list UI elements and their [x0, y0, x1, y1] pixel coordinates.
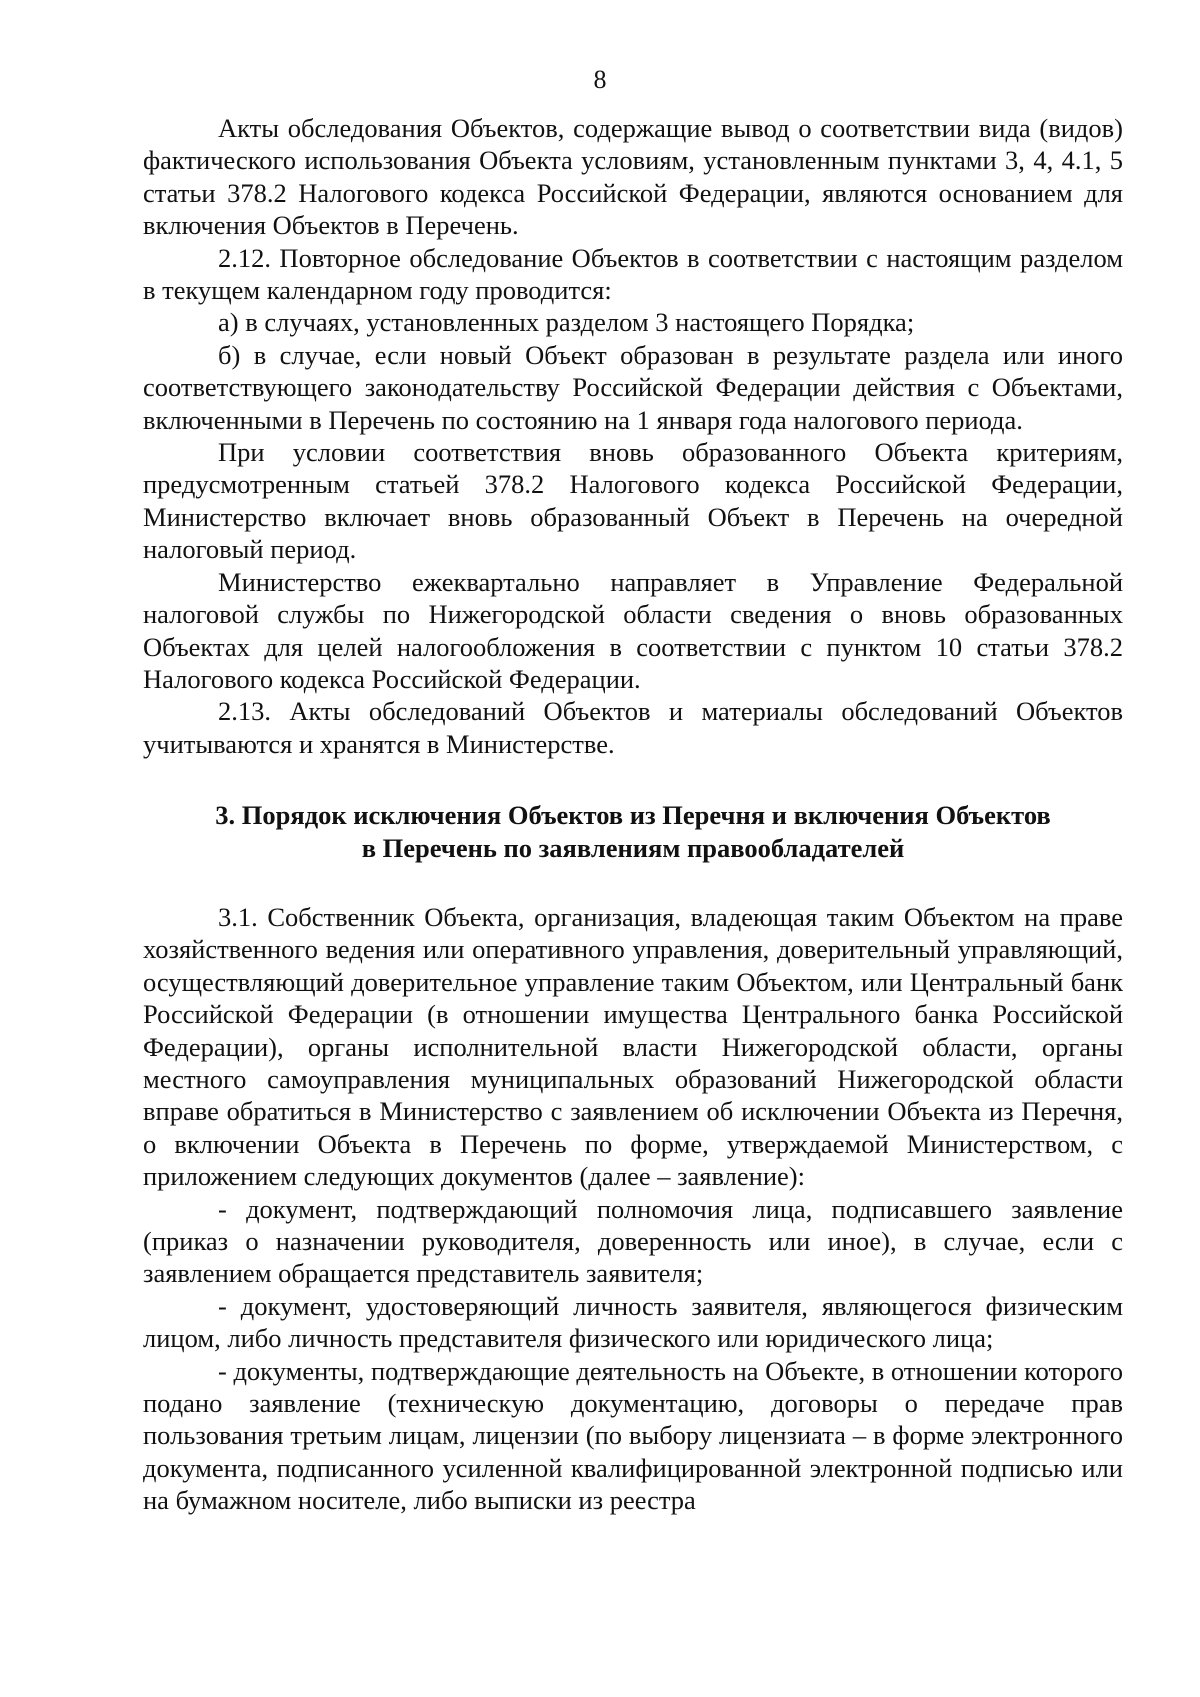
list-item-a: а) в случаях, установленных разделом 3 настоящего Порядка; — [218, 307, 915, 338]
paragraph-new-object-inclusion: При условии соответствия вновь образованного Объекта критериям, предусмотренным статьей 378.2 Налогового кодекса Российской Федерации, Министерство включает вновь образованный Объект в Перечень на очередной налоговый период. — [143, 437, 1123, 565]
section-3-heading — [143, 799, 1123, 864]
list-item-b: б) в случае, если новый Объект образован в результате раздела или иного соответствующего законодательству Российской Федерации действия с Объектами, включенными в Перечень по состоянию на 1 января года налогового периода. — [143, 339, 1123, 435]
paragraph-2-12: 2.12. Повторное обследование Объектов в соответствии с настоящим разделом в текущем календарном году проводится: — [143, 242, 1123, 306]
paragraph-acts-conclusion: Акты обследования Объектов, содержащие вывод о соответствии вида (видов) фактического использования Объекта условиям, установленным пунктами 3, 4, 4.1, 5 статьи 378.2 Налогового кодекса Российской Федерации, являются основанием для включения Объектов в Перечень. — [143, 113, 1123, 241]
section-heading-line-1: 3. Порядок исключения Объектов из Перечня и включения Объектов — [215, 800, 1051, 831]
paragraph-3-1: 3.1. Собственник Объекта, организация, владеющая таким Объектом на праве хозяйственного ведения или оперативного управления, доверительный управляющий, осуществляющий доверительное управление таким Объектом, или Центральный банк Российской Федерации (в отношении имущества Центрального банка Российской Федерации), органы исполнительной власти Нижегородской области, органы местного самоуправления муниципальных образований Нижегородской области вправе обратиться в Министерство с заявлением об исключении Объекта из Перечня, о включении Объекта в Перечень по форме, утверждаемой Министерством, с приложением следующих документов (далее – заявление): — [143, 901, 1123, 1192]
paragraph-quarterly-notice: Министерство ежеквартально направляет в Управление Федеральной налоговой службы по Нижегородской области сведения о вновь образованных Объектах для целей налогообложения в соответствии с пунктом 10 статьи 378.2 Налогового кодекса Российской Федерации. — [143, 566, 1123, 694]
list-item-activity-documents: - документы, подтверждающие деятельность на Объекте, в отношении которого подано заявление (техническую документацию, договоры о передаче прав пользования третьим лицам, лицензии (по выбору лицензиата – в форме электронного документа, подписанного усиленной квалифицированной электронной подписью или на бумажном носителе, либо выписки из реестра — [143, 1355, 1123, 1516]
document-body — [143, 112, 1123, 1517]
list-item-identity-document: - документ, удостоверяющий личность заявителя, являющегося физическим лицом, либо личность представителя физического или юридического лица; — [143, 1290, 1123, 1354]
paragraph-2-13: 2.13. Акты обследований Объектов и материалы обследований Объектов учитываются и хранятся в Министерстве. — [143, 696, 1123, 759]
section-heading-line-2: в Перечень по заявлениям правообладателей — [361, 832, 905, 863]
page-number: 8 — [593, 65, 607, 94]
list-item-authority-document: - документ, подтверждающий полномочия лица, подписавшего заявление (приказ о назначении руководителя, доверенность или иное), в случае, если с заявлением обращается представитель заявителя; — [143, 1193, 1123, 1289]
